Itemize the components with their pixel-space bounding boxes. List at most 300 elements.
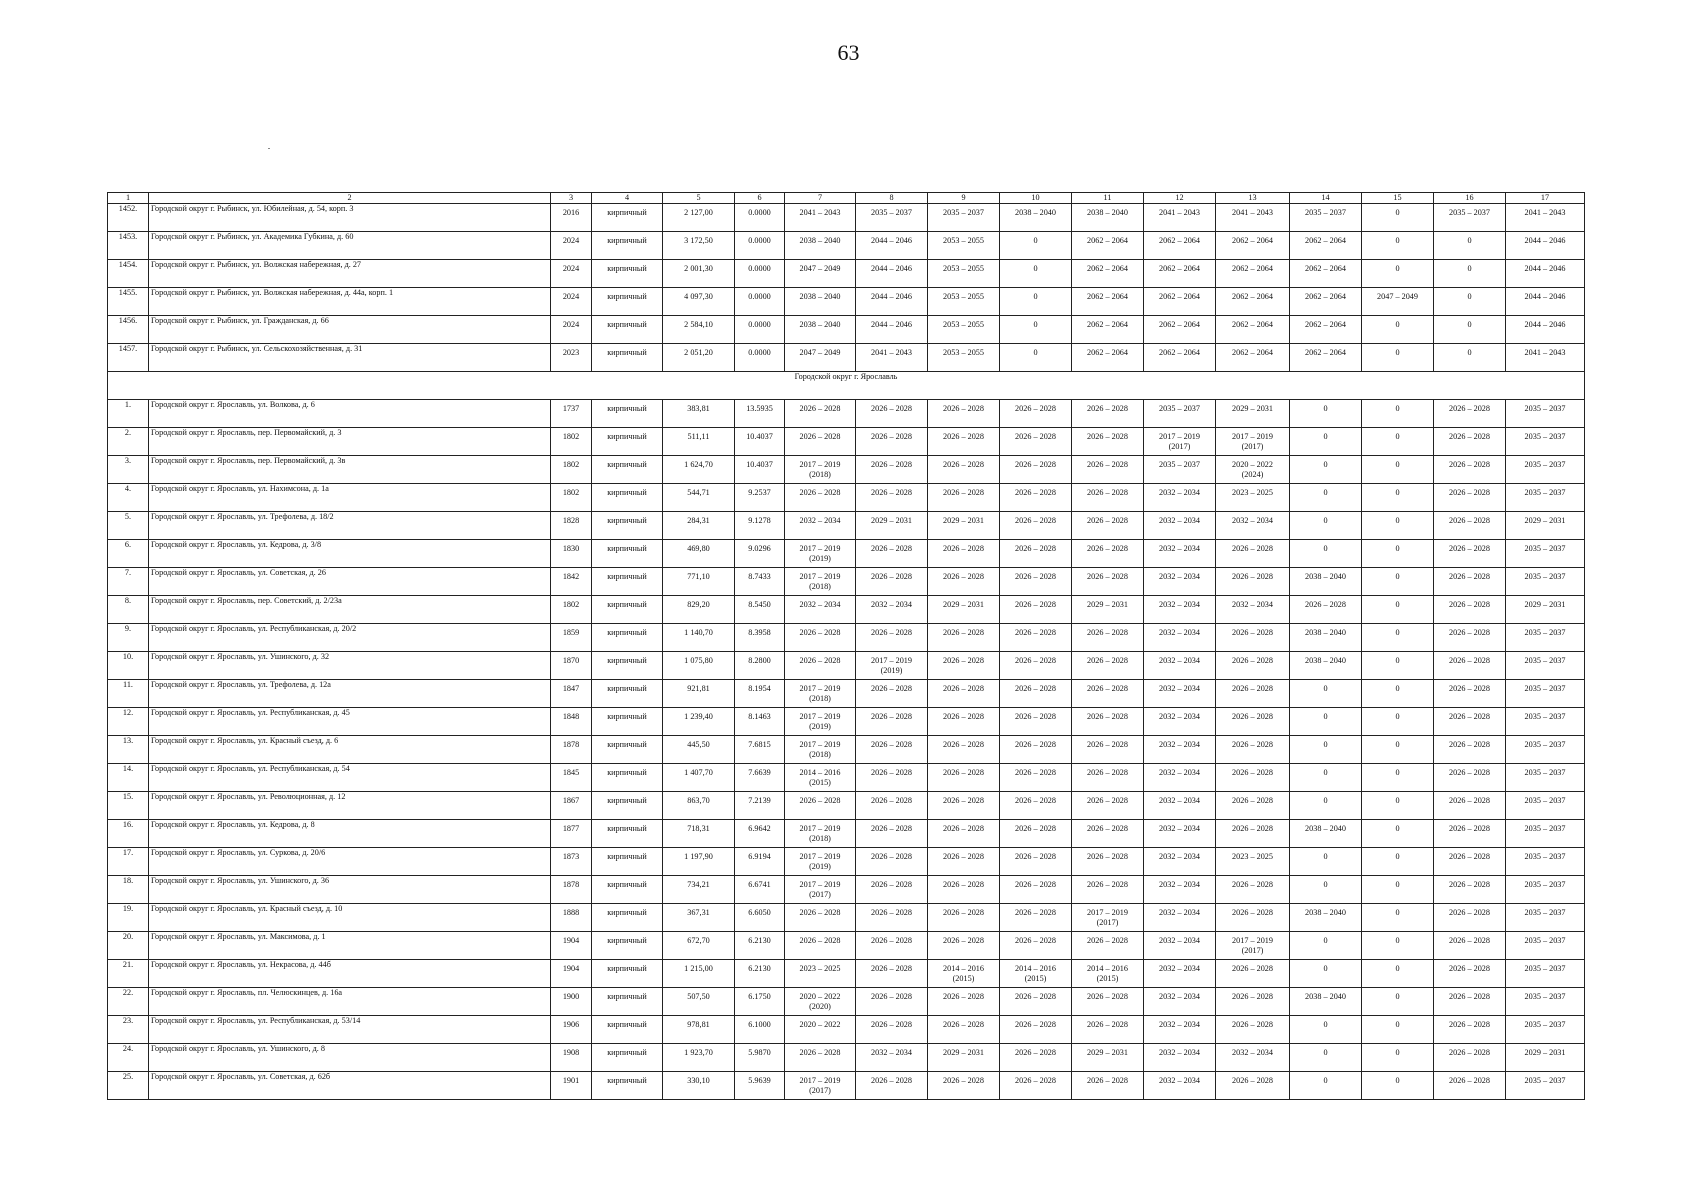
table-cell [1506, 848, 1585, 876]
cell-text: 2026 – 2028 [871, 796, 912, 805]
table-cell [928, 596, 1000, 624]
cell-text: 2026 – 2028 [943, 768, 984, 777]
table-cell [928, 484, 1000, 512]
table-cell [1362, 1044, 1434, 1072]
cell-text: 2017 – 2019 (2017) [1232, 936, 1273, 955]
table-cell [928, 680, 1000, 708]
row-number [108, 568, 149, 596]
table-cell [735, 680, 785, 708]
table-cell [1362, 232, 1434, 260]
cell-text: 2020 – 2022 (2024) [1232, 460, 1273, 479]
cell-text: 511,11 [687, 432, 710, 441]
cell-text: 2017 – 2019 (2019) [871, 656, 912, 675]
address-cell [149, 876, 551, 904]
cell-text: 2026 – 2028 [799, 404, 841, 413]
table-cell [785, 960, 856, 988]
cell-text: 8.5450 [748, 600, 771, 609]
table-cell [1290, 988, 1362, 1016]
table-cell [1362, 680, 1434, 708]
cell-text: 9.0296 [748, 544, 771, 553]
row-number [108, 652, 149, 680]
cell-text: 2014 – 2016 (2015) [1087, 964, 1128, 983]
table-cell [1216, 932, 1290, 960]
table-cell [1434, 204, 1506, 232]
cell-text: 2026 – 2028 [1232, 1020, 1273, 1029]
cell-text: 2026 – 2028 [1232, 740, 1273, 749]
table-cell [735, 1072, 785, 1100]
cell-text: 2032 – 2034 [1159, 684, 1200, 693]
cell-text: 771,10 [687, 572, 710, 581]
cell-text: 8. [124, 596, 132, 605]
column-number: 12 [1144, 193, 1216, 204]
cell-text: Городской округ г. Рыбинск, ул. Волжская набережная, д. 27 [151, 260, 362, 269]
row-number [108, 1044, 149, 1072]
table-cell [1506, 1016, 1585, 1044]
table-cell [592, 568, 663, 596]
cell-text: 0 [1395, 404, 1400, 413]
cell-text: 2041 – 2043 [1524, 208, 1566, 217]
table-cell [1144, 260, 1216, 288]
cell-text: 2026 – 2028 [871, 964, 912, 973]
cell-text: 1452. [118, 204, 138, 213]
table-cell [856, 344, 928, 372]
cell-text: 1457. [118, 344, 138, 353]
table-cell [592, 680, 663, 708]
cell-text: 0 [1323, 796, 1328, 805]
column-number: 5 [663, 193, 735, 204]
table-cell [551, 932, 592, 960]
cell-text: 2035 – 2037 [1159, 404, 1200, 413]
table-cell [1072, 764, 1144, 792]
cell-text: 2038 – 2040 [1305, 992, 1346, 1001]
table-cell [551, 904, 592, 932]
cell-text: 469,80 [687, 544, 710, 553]
table-cell [928, 904, 1000, 932]
cell-text: 2014 – 2016 (2015) [1015, 964, 1056, 983]
cell-text: 0.0000 [748, 236, 771, 245]
table-cell [1000, 456, 1072, 484]
table-cell [592, 204, 663, 232]
table-cell [1216, 876, 1290, 904]
table-cell [1290, 792, 1362, 820]
cell-text: 2035 – 2037 [1524, 572, 1566, 581]
cell-text: 2035 – 2037 [1524, 488, 1566, 497]
table-cell [856, 1016, 928, 1044]
cell-text: 2017 – 2019 (2017) [1232, 432, 1273, 451]
table-cell [1506, 932, 1585, 960]
table-cell [663, 316, 735, 344]
cell-text: 2026 – 2028 [871, 852, 912, 861]
cell-text: 2035 – 2037 [943, 208, 984, 217]
cell-text: 0 [1395, 1048, 1400, 1057]
cell-text: 2026 – 2028 [1087, 460, 1128, 469]
table-cell [1216, 232, 1290, 260]
cell-text: 2026 – 2028 [1015, 516, 1056, 525]
cell-text: 2026 – 2028 [943, 1076, 984, 1085]
address-cell [149, 932, 551, 960]
cell-text: 0 [1033, 292, 1038, 301]
table-cell [1506, 232, 1585, 260]
table-cell [1216, 960, 1290, 988]
table-cell [551, 708, 592, 736]
cell-text: 2047 – 2049 [799, 348, 841, 357]
cell-text: 15. [122, 792, 134, 801]
cell-text: 7.6639 [748, 768, 771, 777]
cell-text: 921,81 [687, 684, 710, 693]
table-cell [1216, 260, 1290, 288]
table-cell [1072, 456, 1144, 484]
row-number [108, 512, 149, 540]
cell-text: 5. [124, 512, 132, 521]
cell-text: 24. [122, 1044, 134, 1053]
cell-text: 2026 – 2028 [1449, 880, 1490, 889]
cell-text: кирпичный [607, 404, 647, 413]
table-cell [592, 540, 663, 568]
table-cell [1362, 344, 1434, 372]
cell-text: кирпичный [607, 460, 647, 469]
table-cell [1000, 736, 1072, 764]
cell-text: 23. [122, 1016, 134, 1025]
table-cell [856, 1044, 928, 1072]
cell-text: 0 [1395, 964, 1400, 973]
column-number: 6 [735, 193, 785, 204]
cell-text: 2026 – 2028 [1232, 1076, 1273, 1085]
table-cell [1000, 540, 1072, 568]
table-cell [1362, 428, 1434, 456]
table-cell [1072, 596, 1144, 624]
cell-text: 13. [122, 736, 134, 745]
table-cell [928, 736, 1000, 764]
table-cell [1072, 652, 1144, 680]
cell-text: 1845 [562, 768, 580, 777]
table-cell [551, 624, 592, 652]
table-cell [551, 316, 592, 344]
cell-text: кирпичный [607, 432, 647, 441]
table-cell [1434, 820, 1506, 848]
cell-text: 2035 – 2037 [871, 208, 912, 217]
table-cell [735, 960, 785, 988]
table-cell [1000, 232, 1072, 260]
table-cell [928, 988, 1000, 1016]
cell-text: 2026 – 2028 [943, 656, 984, 665]
cell-text: 2032 – 2034 [871, 600, 912, 609]
table-cell [1216, 540, 1290, 568]
cell-text: 0 [1395, 264, 1400, 273]
table-cell [592, 904, 663, 932]
cell-text: 2026 – 2028 [943, 824, 984, 833]
table-cell [1144, 876, 1216, 904]
table-cell [1434, 540, 1506, 568]
table-cell [592, 876, 663, 904]
cell-text: 2026 – 2028 [1449, 600, 1490, 609]
cell-text: 2026 – 2028 [1232, 908, 1273, 917]
table-cell [551, 652, 592, 680]
cell-text: 2044 – 2046 [1524, 320, 1566, 329]
cell-text: 2062 – 2064 [1232, 348, 1273, 357]
cell-text: 2026 – 2028 [1087, 936, 1128, 945]
cell-text: 2026 – 2028 [871, 712, 912, 721]
cell-text: 2035 – 2037 [1524, 656, 1566, 665]
table-cell [856, 1072, 928, 1100]
table-row [108, 456, 1585, 484]
table-cell [928, 540, 1000, 568]
table-cell [785, 456, 856, 484]
cell-text: Городской округ г. Ярославль, ул. Ушинского, д. 32 [151, 652, 330, 661]
table-cell [1434, 624, 1506, 652]
cell-text: 6.2130 [748, 936, 771, 945]
column-number: 17 [1506, 193, 1585, 204]
table-cell [1216, 792, 1290, 820]
cell-text: 2026 – 2028 [799, 908, 841, 917]
table-cell [1506, 596, 1585, 624]
table-cell [1144, 1016, 1216, 1044]
cell-text: 8.1463 [748, 712, 771, 721]
cell-text: 0 [1395, 348, 1400, 357]
cell-text: 2044 – 2046 [1524, 292, 1566, 301]
table-cell [1000, 820, 1072, 848]
cell-text: 2026 – 2028 [1087, 1020, 1128, 1029]
table-cell [928, 204, 1000, 232]
cell-text: 0 [1323, 936, 1328, 945]
cell-text: 0 [1395, 628, 1400, 637]
table-cell [1072, 904, 1144, 932]
cell-text: 2062 – 2064 [1087, 236, 1128, 245]
table-cell [928, 792, 1000, 820]
table-row [108, 1072, 1585, 1100]
cell-text: 2026 – 2028 [1305, 600, 1346, 609]
table-cell [1362, 876, 1434, 904]
table-cell [1506, 204, 1585, 232]
cell-text: 0 [1395, 1076, 1400, 1085]
table-cell [928, 512, 1000, 540]
table-cell [856, 988, 928, 1016]
cell-text: 2020 – 2022 (2020) [799, 992, 841, 1011]
cell-text: 1900 [562, 992, 580, 1001]
group-row [108, 372, 1585, 400]
row-number [108, 764, 149, 792]
table-cell [856, 540, 928, 568]
table-cell [1144, 484, 1216, 512]
table-cell [592, 736, 663, 764]
row-number [108, 484, 149, 512]
cell-text: 16. [122, 820, 134, 829]
cell-text: 2062 – 2064 [1305, 348, 1346, 357]
table-cell [1000, 596, 1072, 624]
cell-text: 0 [1323, 964, 1328, 973]
cell-text: 2026 – 2028 [1449, 656, 1490, 665]
table-cell [1434, 596, 1506, 624]
table-cell [856, 484, 928, 512]
cell-text: 0 [1323, 684, 1328, 693]
table-cell [1362, 624, 1434, 652]
table-cell [1144, 540, 1216, 568]
cell-text: 2032 – 2034 [799, 600, 841, 609]
table-cell [663, 652, 735, 680]
cell-text: Городской округ г. Рыбинск, ул. Гражданская, д. 66 [151, 316, 329, 325]
table-cell [551, 876, 592, 904]
cell-text: 2026 – 2028 [1232, 768, 1273, 777]
table-cell [856, 428, 928, 456]
cell-text: 2032 – 2034 [1232, 1048, 1273, 1057]
table-cell [592, 960, 663, 988]
cell-text: кирпичный [607, 1020, 647, 1029]
table-cell [1506, 708, 1585, 736]
table-cell [1144, 288, 1216, 316]
cell-text: 2026 – 2028 [799, 432, 841, 441]
cell-text: 2062 – 2064 [1232, 236, 1273, 245]
table-cell [735, 1044, 785, 1072]
cell-text: 2035 – 2037 [1524, 712, 1566, 721]
table-cell [1216, 988, 1290, 1016]
cell-text: 2024 [562, 264, 580, 273]
table-cell [1434, 1044, 1506, 1072]
cell-text: Городской округ г. Рыбинск, ул. Сельскохозяйственная, д. 31 [151, 344, 363, 353]
column-number: 2 [149, 193, 551, 204]
cell-text: 2026 – 2028 [1449, 796, 1490, 805]
table-cell [1000, 932, 1072, 960]
cell-text: 2026 – 2028 [943, 684, 984, 693]
cell-text: 0.0000 [748, 208, 771, 217]
table-row [108, 652, 1585, 680]
table-cell [592, 652, 663, 680]
cell-text: 2026 – 2028 [943, 796, 984, 805]
cell-text: 2026 – 2028 [1232, 684, 1273, 693]
table-cell [735, 512, 785, 540]
table-row [108, 596, 1585, 624]
address-cell [149, 960, 551, 988]
cell-text: 2026 – 2028 [1087, 1076, 1128, 1085]
table-cell [592, 288, 663, 316]
table-cell [551, 736, 592, 764]
cell-text: 0 [1323, 1020, 1328, 1029]
cell-text: 2062 – 2064 [1159, 236, 1200, 245]
cell-text: 2032 – 2034 [1159, 1076, 1200, 1085]
table-cell [1216, 428, 1290, 456]
table-cell [785, 932, 856, 960]
row-number [108, 288, 149, 316]
address-cell [149, 624, 551, 652]
cell-text: 2035 – 2037 [1159, 460, 1200, 469]
cell-text: 2035 – 2037 [1524, 404, 1566, 413]
cell-text: 7.2139 [748, 796, 771, 805]
table-cell [856, 792, 928, 820]
cell-text: 2026 – 2028 [1087, 572, 1128, 581]
table-cell [1216, 512, 1290, 540]
table-cell [928, 764, 1000, 792]
cell-text: 2014 – 2016 (2015) [943, 964, 984, 983]
table-row [108, 232, 1585, 260]
cell-text: 2026 – 2028 [871, 572, 912, 581]
cell-text: 2035 – 2037 [1524, 740, 1566, 749]
table-cell [735, 708, 785, 736]
table-cell [1434, 428, 1506, 456]
table-cell [592, 708, 663, 736]
table-cell [1216, 736, 1290, 764]
cell-text: 0 [1395, 684, 1400, 693]
cell-text: 2032 – 2034 [1159, 628, 1200, 637]
address-cell [149, 680, 551, 708]
cell-text: кирпичный [607, 824, 647, 833]
cell-text: 2026 – 2028 [871, 740, 912, 749]
table-cell [1290, 736, 1362, 764]
cell-text: 2062 – 2064 [1305, 236, 1346, 245]
cell-text: 0 [1033, 320, 1038, 329]
cell-text: 2032 – 2034 [1159, 572, 1200, 581]
table-cell [1000, 428, 1072, 456]
table-row [108, 876, 1585, 904]
cell-text: 672,70 [687, 936, 710, 945]
cell-text: 1802 [562, 600, 580, 609]
table-cell [1434, 344, 1506, 372]
cell-text: 2032 – 2034 [1159, 824, 1200, 833]
cell-text: 2023 – 2025 [1232, 852, 1273, 861]
cell-text: 2032 – 2034 [1159, 880, 1200, 889]
table-cell [1000, 204, 1072, 232]
table-cell [1000, 764, 1072, 792]
address-cell [149, 764, 551, 792]
cell-text: кирпичный [607, 1076, 647, 1085]
cell-text: 2026 – 2028 [1449, 1020, 1490, 1029]
cell-text: 0.0000 [748, 320, 771, 329]
table-cell [592, 400, 663, 428]
cell-text: 2041 – 2043 [1159, 208, 1200, 217]
table-cell [785, 848, 856, 876]
table-row [108, 708, 1585, 736]
cell-text: 1888 [562, 908, 580, 917]
table-cell [1506, 960, 1585, 988]
table-cell [1072, 1072, 1144, 1100]
address-cell [149, 512, 551, 540]
row-number [108, 540, 149, 568]
table-cell [1290, 764, 1362, 792]
table-cell [1434, 232, 1506, 260]
cell-text: 2026 – 2028 [1449, 824, 1490, 833]
cell-text: 2026 – 2028 [1015, 404, 1056, 413]
table-cell [1072, 708, 1144, 736]
cell-text: 2026 – 2028 [1015, 824, 1056, 833]
cell-text: 2038 – 2040 [799, 292, 841, 301]
cell-text: 0 [1395, 936, 1400, 945]
table-cell [1000, 512, 1072, 540]
row-number [108, 708, 149, 736]
table-cell [1362, 820, 1434, 848]
table-cell [1000, 848, 1072, 876]
cell-text: 22. [122, 988, 134, 997]
cell-text: 0 [1395, 852, 1400, 861]
column-number: 7 [785, 193, 856, 204]
cell-text: 2026 – 2028 [871, 824, 912, 833]
column-number: 4 [592, 193, 663, 204]
cell-text: кирпичный [607, 740, 647, 749]
table-cell [1506, 568, 1585, 596]
table-cell [785, 428, 856, 456]
table-cell [1072, 512, 1144, 540]
cell-text: 11. [123, 680, 133, 689]
row-number [108, 1016, 149, 1044]
cell-text: 2026 – 2028 [871, 936, 912, 945]
table-cell [1216, 316, 1290, 344]
table-cell [928, 932, 1000, 960]
table-cell [1216, 764, 1290, 792]
cell-text: 2026 – 2028 [1087, 824, 1128, 833]
cell-text: 13.5935 [746, 404, 773, 413]
cell-text: 2026 – 2028 [1015, 460, 1056, 469]
table-cell [1362, 708, 1434, 736]
table-cell [1144, 232, 1216, 260]
cell-text: 8.7433 [748, 572, 771, 581]
table-cell [735, 456, 785, 484]
address-cell [149, 428, 551, 456]
